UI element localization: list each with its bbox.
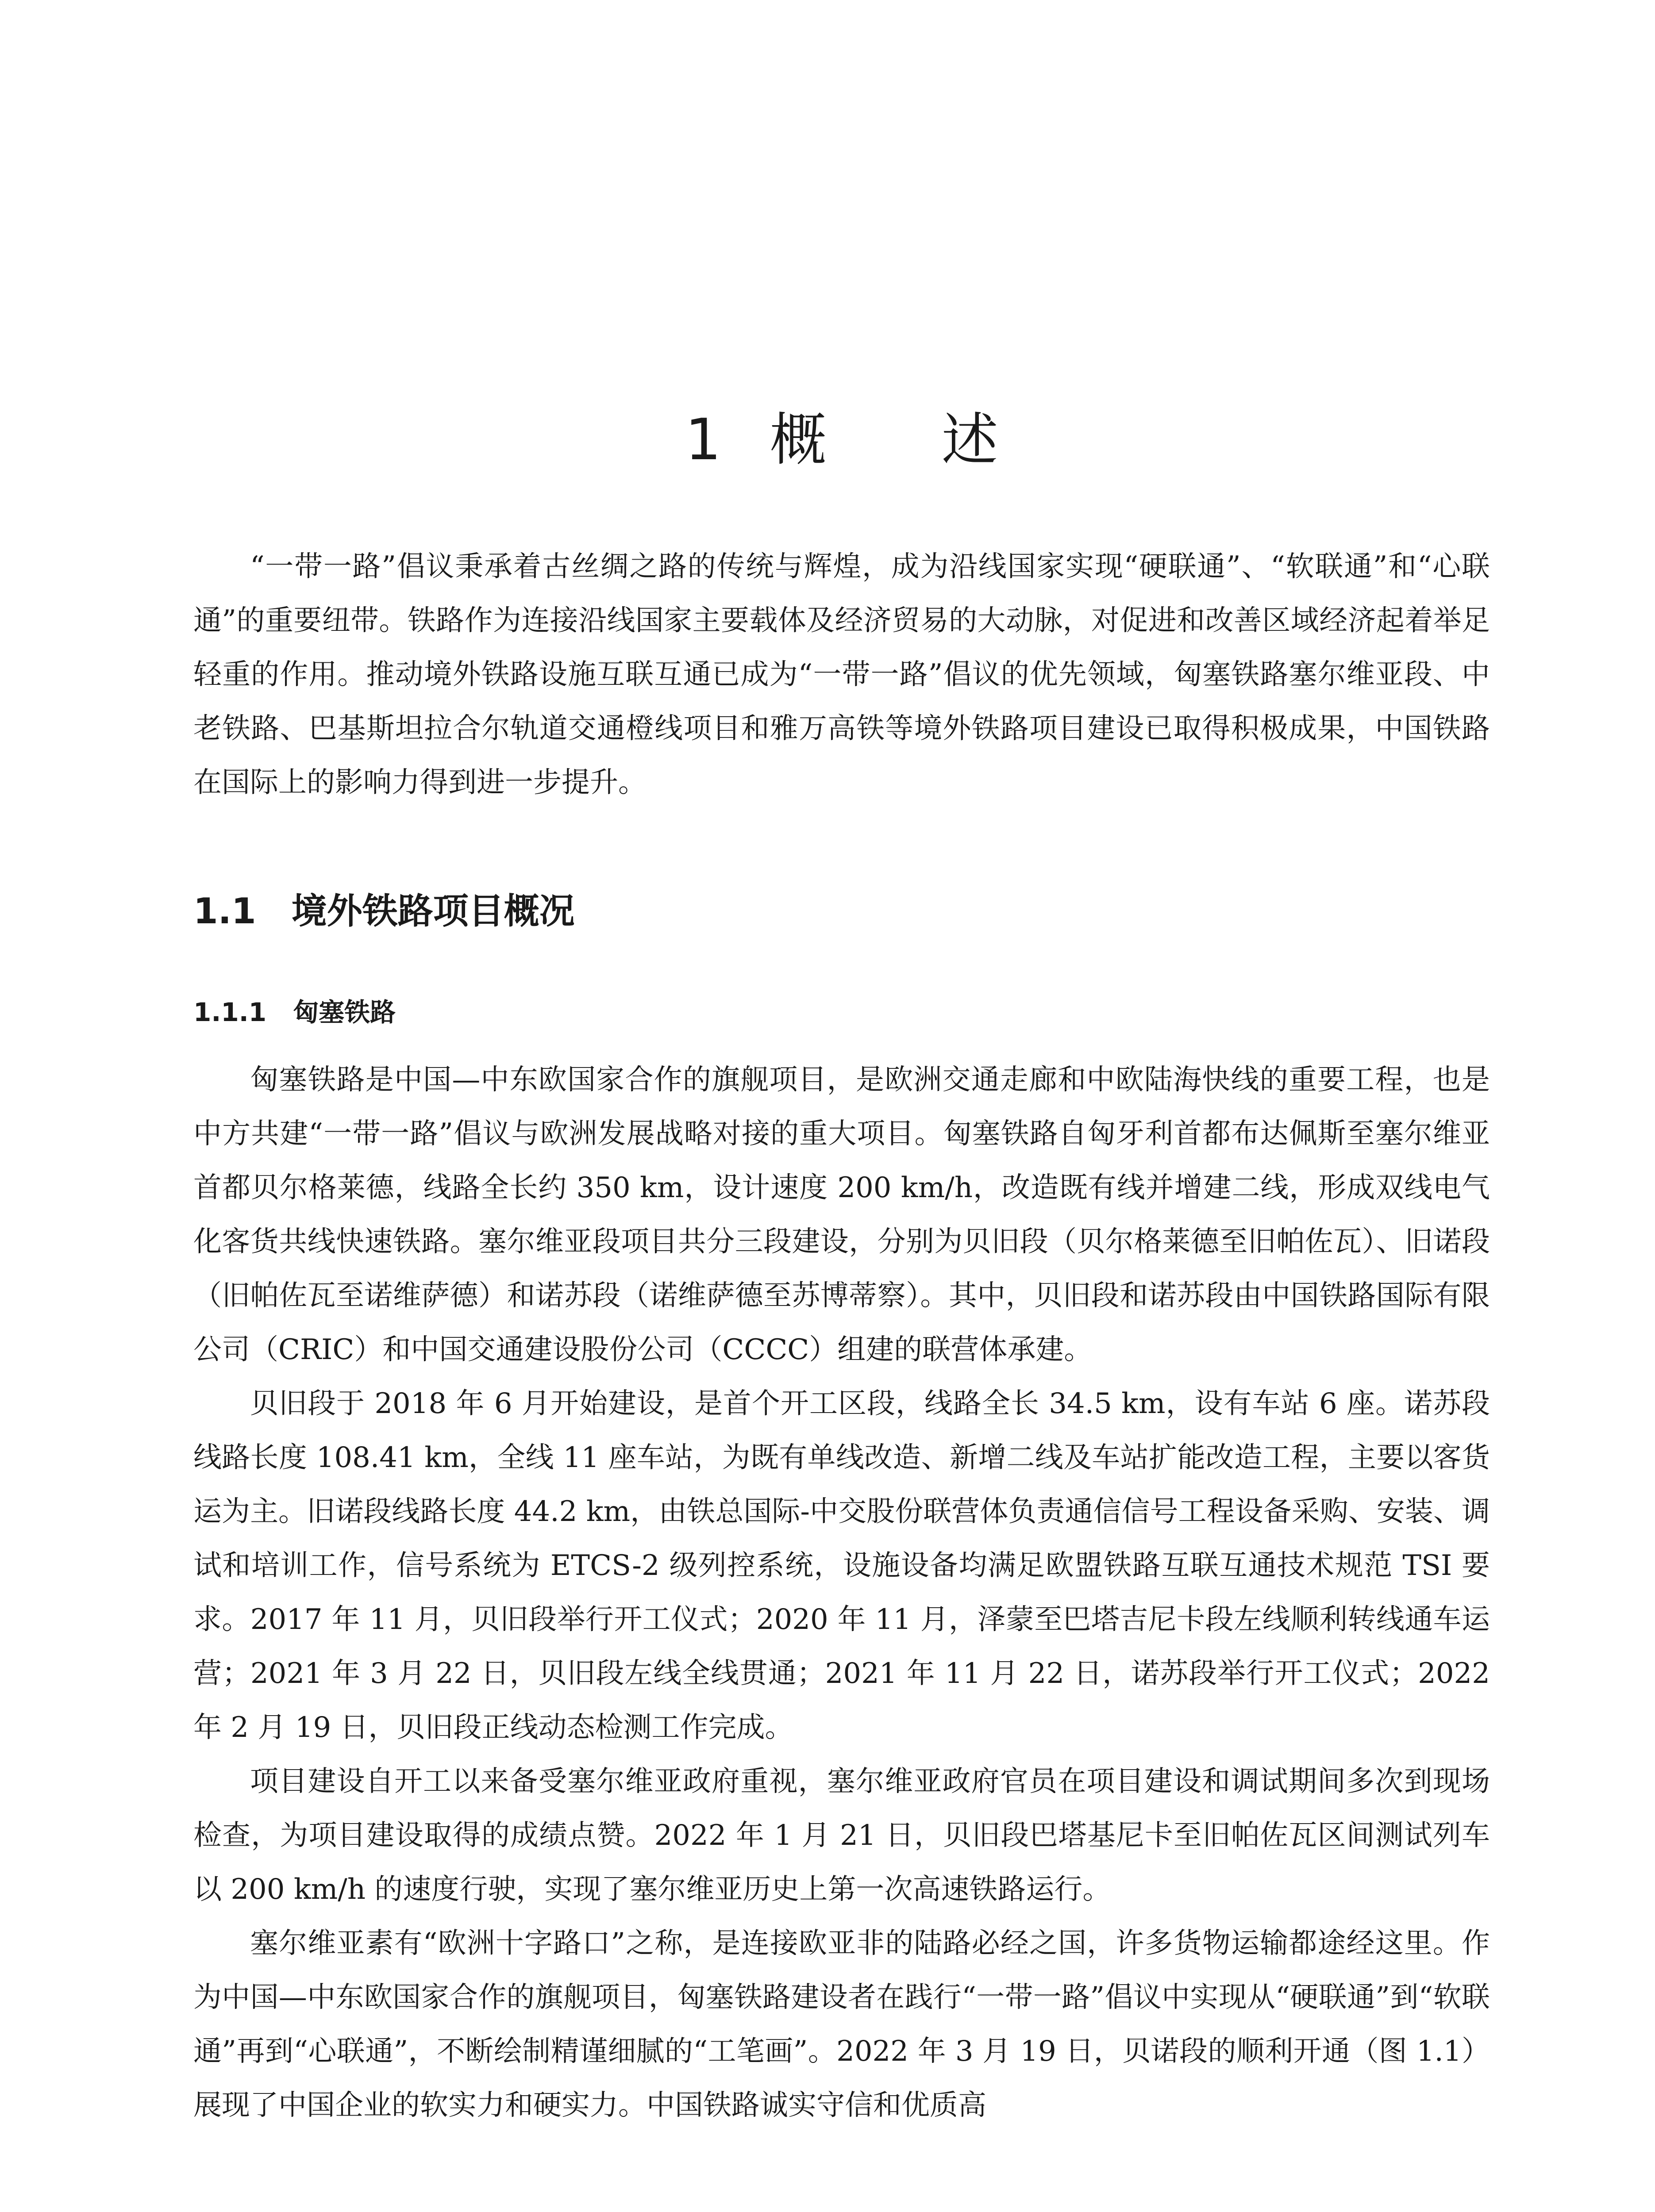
document-page xyxy=(193,0,1490,2212)
section-heading xyxy=(193,885,575,938)
body-paragraph: 项目建设自开工以来备受塞尔维亚政府重视，塞尔维亚政府官员在项目建设和调试期间多次到现场检查，为项目建设取得的成绩点赞。2022 年 1 月 21 日，贝旧段巴塔基尼卡至旧帕佐瓦区间测试列车以 200 km/h 的速度行驶，实现了塞尔维亚历史上第一次高速铁路运行。 xyxy=(193,1765,1490,1906)
body-paragraph: 贝旧段于 2018 年 6 月开始建设，是首个开工区段，线路全长 34.5 km，设有车站 6 座。诺苏段线路长度 108.41 km，全线 11 座车站，为既有单线改造、新增二线及车站扩能改造工程，主要以客货运为主。旧诺段线路长度 44.2 km，由铁总国际-中交股份联营体负责通信信号工程设备采购、安装、调试和培训工作，信号系统为 ETCS-2 级列控系统，设施设备均满足欧盟铁路互联互通技术规范 TSI 要求。2017 年 11 月，贝旧段举行开工仪式；2020 年 11 月，泽蒙至巴塔吉尼卡段左线顺利转线通车运营；2021 年 3 月 22 日，贝旧段左线全线贯通；2021 年 11 月 22 日，诺苏段举行开工仪式；2022 年 2 月 19 日，贝旧段正线动态检测工作完成。 xyxy=(193,1387,1490,1744)
chapter-title xyxy=(193,400,1490,480)
subsection-number: 1.1.1 xyxy=(193,997,267,1027)
body-paragraph: 匈塞铁路是中国—中东欧国家合作的旗舰项目，是欧洲交通走廊和中欧陆海快线的重要工程，也是中方共建“一带一路”倡议与欧洲发展战略对接的重大项目。匈塞铁路自匈牙利首都布达佩斯至塞尔维亚首都贝尔格莱德，线路全长约 350 km，设计速度 200 km/h，改造既有线并增建二线，形成双线电气化客货共线快速铁路。塞尔维亚段项目共分三段建设，分别为贝旧段（贝尔格莱德至旧帕佐瓦）、旧诺段（旧帕佐瓦至诺维萨德）和诺苏段（诺维萨德至苏博蒂察）。其中，贝旧段和诺苏段由中国铁路国际有限公司（CRIC）和中国交通建设股份公司（CCCC）组建的联营体承建。 xyxy=(193,1064,1490,1366)
section-title: 境外铁路项目概况 xyxy=(291,891,575,932)
subsection-heading xyxy=(193,990,396,1034)
chapter-title-char-2: 述 xyxy=(941,407,998,473)
intro-section xyxy=(193,540,1490,810)
section-number: 1.1 xyxy=(193,891,256,932)
intro-paragraph: “一带一路”倡议秉承着古丝绸之路的传统与辉煌，成为沿线国家实现“硬联通”、“软联通”和“心联通”的重要纽带。铁路作为连接沿线国家主要载体及经济贸易的大动脉，对促进和改善区域经济起着举足轻重的作用。推动境外铁路设施互联互通已成为“一带一路”倡议的优先领域，匈塞铁路塞尔维亚段、中老铁路、巴基斯坦拉合尔轨道交通橙线项目和雅万高铁等境外铁路项目建设已取得积极成果，中国铁路在国际上的影响力得到进一步提升。 xyxy=(193,550,1490,799)
subsection-body xyxy=(193,1053,1490,2132)
body-paragraph: 塞尔维亚素有“欧洲十字路口”之称，是连接欧亚非的陆路必经之国，许多货物运输都途经这里。作为中国—中东欧国家合作的旗舰项目，匈塞铁路建设者在践行“一带一路”倡议中实现从“硬联通”到“软联通”再到“心联通”，不断绘制精谨细腻的“工笔画”。2022 年 3 月 19 日，贝诺段的顺利开通（图 1.1）展现了中国企业的软实力和硬实力。中国铁路诚实守信和优质高 xyxy=(193,1927,1490,2122)
chapter-number: 1 xyxy=(685,407,721,473)
subsection-title: 匈塞铁路 xyxy=(293,997,396,1027)
chapter-title-char-1: 概 xyxy=(770,407,827,473)
